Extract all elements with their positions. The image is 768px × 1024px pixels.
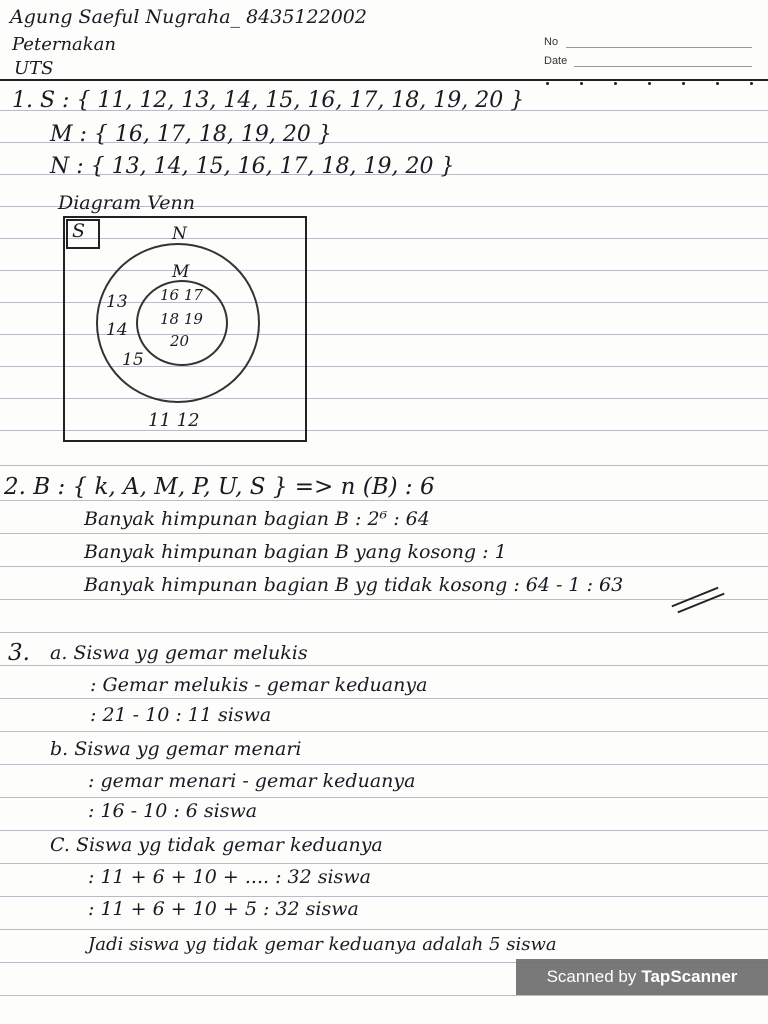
ruled-line xyxy=(0,929,768,930)
ruled-line xyxy=(0,830,768,831)
date-field-line xyxy=(574,66,752,67)
universe-label: S xyxy=(72,220,86,242)
q2-line3: Banyak himpunan bagian B yang kosong : 1 xyxy=(84,541,507,563)
q3a-line2: : 21 - 10 : 11 siswa xyxy=(90,704,272,726)
scanner-watermark xyxy=(516,959,768,995)
ruled-line xyxy=(0,764,768,765)
ruled-line xyxy=(0,465,768,466)
n-element-14: 14 xyxy=(106,320,128,340)
ruled-line xyxy=(0,533,768,534)
ruled-line xyxy=(0,863,768,864)
ruled-line xyxy=(0,731,768,732)
q3c-title: C. Siswa yg tidak gemar keduanya xyxy=(50,834,383,856)
date-label: Date xyxy=(544,55,568,67)
q3c-conclusion: Jadi siswa yg tidak gemar keduanya adalah 5 siswa xyxy=(88,934,557,955)
q3b-title: b. Siswa yg gemar menari xyxy=(50,738,302,760)
no-label: No xyxy=(544,36,559,48)
q1-set-s: 1. S : { 11, 12, 13, 14, 15, 16, 17, 18, 19, 20 } xyxy=(12,88,525,113)
q2-line4: Banyak himpunan bagian B yg tidak kosong : 64 - 1 : 63 xyxy=(84,574,624,596)
q3b-line2: : 16 - 10 : 6 siswa xyxy=(88,800,258,822)
watermark-prefix: Scanned by xyxy=(546,967,637,986)
q2-line1: 2. B : { k, A, M, P, U, S } => n (B) : 6 xyxy=(4,474,435,500)
q3b-line1: : gemar menari - gemar keduanya xyxy=(88,770,416,792)
q3a-title: a. Siswa yg gemar melukis xyxy=(50,642,308,664)
ruled-line xyxy=(0,566,768,567)
q3c-line1: : 11 + 6 + 10 + .... : 32 siswa xyxy=(88,866,371,888)
no-field-line xyxy=(566,47,752,48)
ruled-line xyxy=(0,797,768,798)
q3-number: 3. xyxy=(8,640,30,666)
dot xyxy=(716,82,719,85)
ruled-line xyxy=(0,995,768,996)
exam-label: UTS xyxy=(14,58,54,79)
answer-underline-mark xyxy=(677,593,724,614)
header-rule xyxy=(0,79,768,81)
dot xyxy=(750,82,753,85)
q1-set-n: N : { 13, 14, 15, 16, 17, 18, 19, 20 } xyxy=(50,154,455,179)
student-name: Agung Saeful Nugraha_ 8435122002 xyxy=(10,6,367,28)
ruled-line xyxy=(0,632,768,633)
dot xyxy=(682,82,685,85)
diagram-title: Diagram Venn xyxy=(58,192,195,214)
ruled-line xyxy=(0,698,768,699)
m-elements-row3: 20 xyxy=(170,332,190,350)
n-element-13: 13 xyxy=(106,292,128,312)
m-elements-row1: 16 17 xyxy=(160,286,203,304)
m-elements-row2: 18 19 xyxy=(160,310,203,328)
q2-line2: Banyak himpunan bagian B : 2⁶ : 64 xyxy=(84,508,430,530)
dot xyxy=(546,82,549,85)
n-element-15: 15 xyxy=(122,350,144,370)
watermark-brand: TapScanner xyxy=(641,967,738,986)
q3c-line2: : 11 + 6 + 10 + 5 : 32 siswa xyxy=(88,898,359,920)
q3a-line1: : Gemar melukis - gemar keduanya xyxy=(90,674,428,696)
set-m-label: M xyxy=(172,262,190,282)
set-n-label: N xyxy=(172,224,187,244)
ruled-line xyxy=(0,599,768,600)
dot xyxy=(648,82,651,85)
dot xyxy=(614,82,617,85)
header-dots xyxy=(530,82,760,88)
ruled-line xyxy=(0,896,768,897)
dot xyxy=(580,82,583,85)
subject-label: Peternakan xyxy=(12,34,117,55)
ruled-line xyxy=(0,500,768,501)
q1-set-m: M : { 16, 17, 18, 19, 20 } xyxy=(50,122,332,147)
ruled-line xyxy=(0,665,768,666)
outside-elements: 11 12 xyxy=(148,410,200,431)
